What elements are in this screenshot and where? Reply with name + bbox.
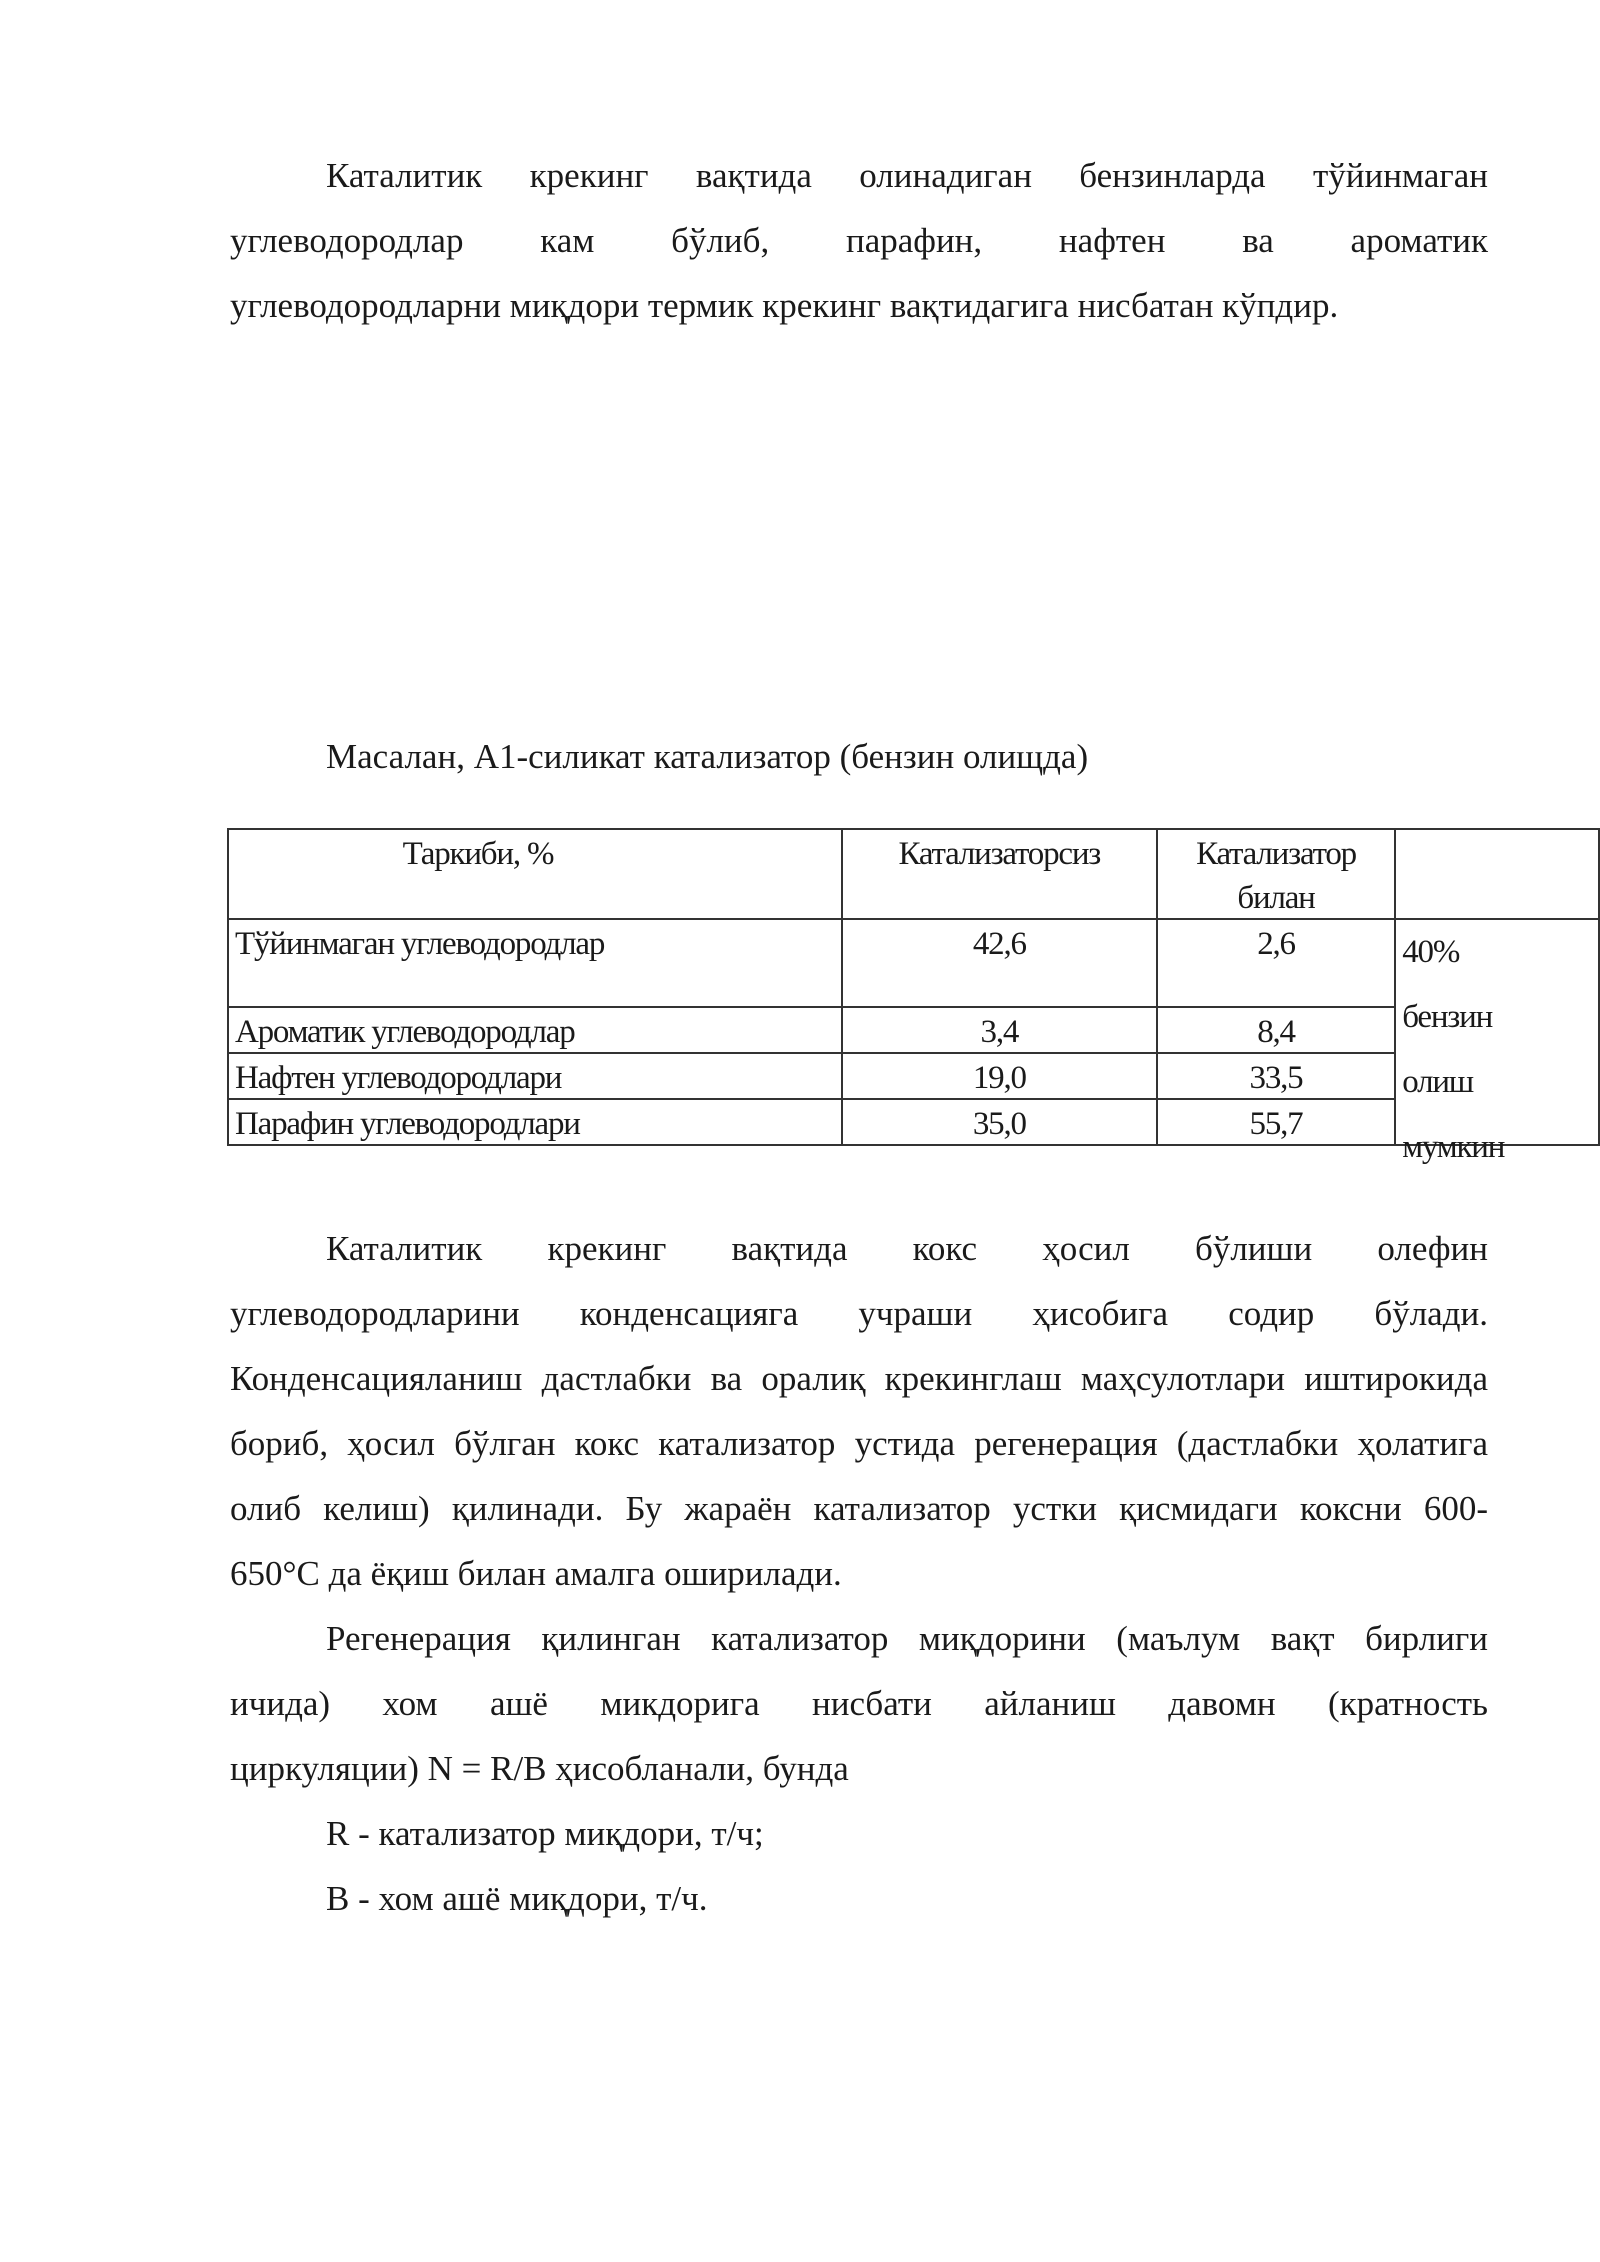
paragraph-regeneration-line: циркуляции) N = R/В ҳисобланали, бунда bbox=[230, 1749, 849, 1788]
row-name: Тўйинмаган углеводородлар bbox=[235, 926, 605, 962]
table-row bbox=[228, 1099, 1599, 1145]
row-name-cell bbox=[228, 1007, 842, 1053]
row-name-cell bbox=[228, 1053, 842, 1099]
header-with-catalyst: Катализатор билан bbox=[1196, 836, 1356, 916]
paragraph-regeneration-line: Регенерация қилинган катализатор миқдорини (маълум вақт бирлиги bbox=[326, 1619, 1488, 1658]
paragraph-coke bbox=[230, 1216, 1488, 1606]
row-name: Ароматик углеводородлар bbox=[235, 1014, 575, 1050]
row-value-with: 8,4 bbox=[1257, 1014, 1295, 1050]
paragraph-intro bbox=[230, 143, 1488, 338]
row-name-cell bbox=[228, 1099, 842, 1145]
row-value-cell bbox=[1157, 1007, 1395, 1053]
paragraph-regeneration-line: ичида) хом ашё микдорига нисбати айланиш давомн (кратность bbox=[230, 1684, 1488, 1723]
row-value-cell bbox=[842, 919, 1157, 1007]
row-value-with: 2,6 bbox=[1257, 926, 1295, 962]
table-row bbox=[228, 919, 1599, 1007]
row-name: Нафтен углеводородлари bbox=[235, 1060, 562, 1096]
side-note-line: олиш bbox=[1402, 1064, 1474, 1100]
row-value-without: 19,0 bbox=[972, 1060, 1026, 1096]
row-value-without: 35,0 bbox=[972, 1106, 1026, 1142]
paragraph-coke-line: Конденсацияланиш дастлабки ва оралиқ крекинглаш маҳсулотлари иштирокида bbox=[230, 1359, 1488, 1398]
side-note-line: бензин bbox=[1402, 999, 1493, 1035]
side-note-line: 40% bbox=[1402, 934, 1460, 970]
row-value-with: 33,5 bbox=[1249, 1060, 1303, 1096]
definition-b: В - хом ашё миқдори, т/ч. bbox=[326, 1879, 708, 1918]
row-value-cell bbox=[842, 1053, 1157, 1099]
row-value-cell bbox=[1157, 1099, 1395, 1145]
table-row bbox=[228, 1007, 1599, 1053]
table-caption bbox=[230, 724, 1488, 789]
paragraph-intro-line: Каталитик крекинг вақтида олинадиган бензинларда тўйинмаган bbox=[326, 156, 1488, 195]
header-composition: Таркиби, % bbox=[402, 836, 554, 872]
side-note-cell bbox=[1395, 919, 1599, 1165]
paragraph-coke-line: 650°С да ёқиш билан амалга оширилади. bbox=[230, 1554, 842, 1593]
table-row bbox=[228, 1053, 1599, 1099]
row-name-cell bbox=[228, 919, 842, 1007]
side-note-line: мумкин bbox=[1402, 1129, 1505, 1165]
paragraph-intro-line: углеводородларни миқдори термик крекинг вақтидагига нисбатан кўпдир. bbox=[230, 286, 1339, 325]
header-cell bbox=[842, 829, 1157, 919]
paragraph-coke-line: олиб келиш) қилинади. Бу жараён катализатор устки қисмидаги коксни 600- bbox=[230, 1489, 1488, 1528]
definitions bbox=[230, 1801, 1488, 1931]
header-without-catalyst: Катализаторсиз bbox=[898, 836, 1101, 872]
row-value-cell bbox=[1157, 1053, 1395, 1099]
table-header-row bbox=[228, 829, 1599, 919]
row-name: Парафин углеводородлари bbox=[235, 1106, 580, 1142]
row-value-cell bbox=[842, 1099, 1157, 1145]
paragraph-intro-line: углеводородлар кам бўлиб, парафин, нафтен ва ароматик bbox=[230, 221, 1488, 260]
row-value-cell bbox=[842, 1007, 1157, 1053]
row-value-cell bbox=[1157, 919, 1395, 1007]
header-cell bbox=[228, 829, 842, 919]
header-cell-empty bbox=[1395, 829, 1599, 919]
paragraph-coke-line: Каталитик крекинг вақтида кокс ҳосил бўлиши олефин bbox=[326, 1229, 1488, 1268]
row-value-with: 55,7 bbox=[1249, 1106, 1303, 1142]
row-value-without: 42,6 bbox=[972, 926, 1026, 962]
paragraph-coke-line: бориб, ҳосил бўлган кокс катализатор устида регенерация (дастлабки ҳолатига bbox=[230, 1424, 1488, 1463]
paragraph-regeneration bbox=[230, 1606, 1488, 1801]
paragraph-coke-line: углеводородларини конденсацияга учраши ҳисобига содир бўлади. bbox=[230, 1294, 1488, 1333]
definition-r: R - катализатор миқдори, т/ч; bbox=[326, 1814, 764, 1853]
composition-table bbox=[227, 828, 1600, 1165]
header-cell bbox=[1157, 829, 1395, 919]
side-note bbox=[1402, 920, 1592, 1165]
row-value-without: 3,4 bbox=[980, 1014, 1019, 1050]
table-caption-text: Масалан, А1-силикат катализатор (бензин олищда) bbox=[326, 737, 1089, 776]
